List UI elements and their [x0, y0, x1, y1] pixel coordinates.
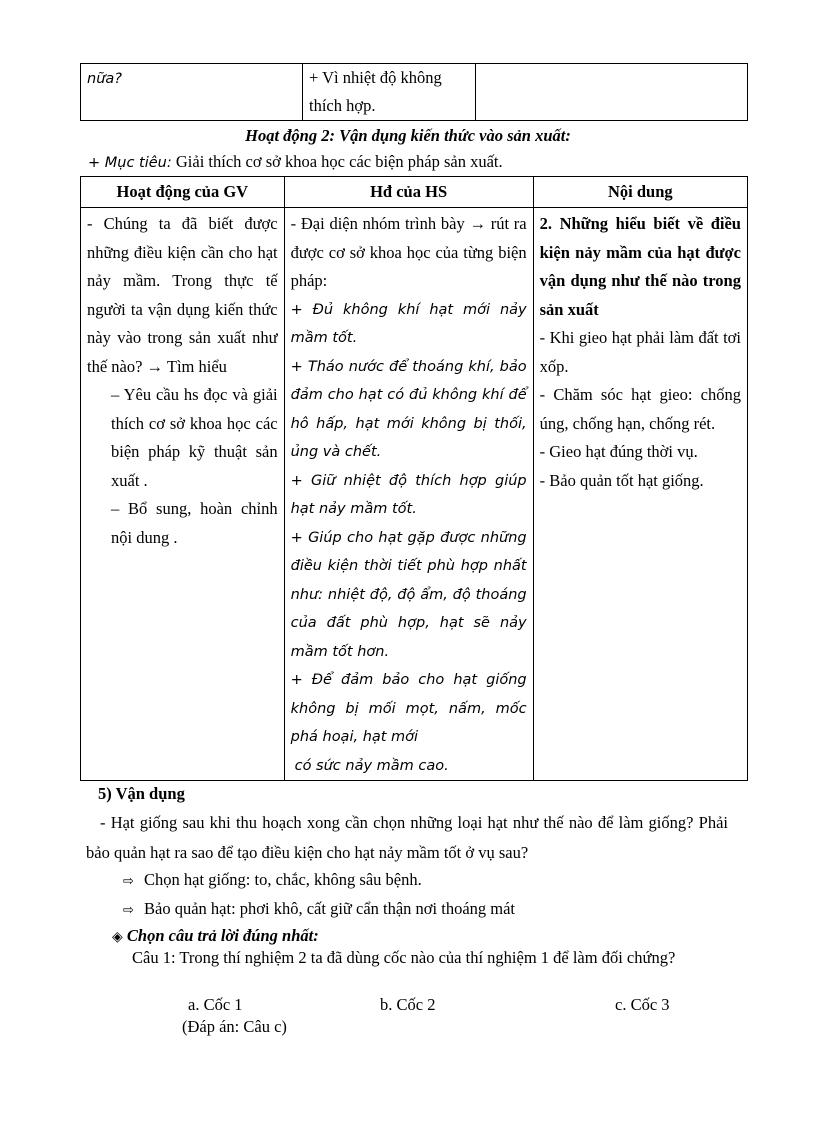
- cell-text: + Vì nhiệt độ không thích hợp.: [309, 68, 442, 115]
- option-b: b. Cốc 2: [380, 995, 436, 1014]
- section-title: 5) Vận dụng: [98, 784, 185, 803]
- choose-title-text: Chọn câu trả lời đúng nhất:: [126, 926, 319, 945]
- table-row: [81, 208, 748, 781]
- table-row: [81, 64, 748, 121]
- table-header-row: [81, 177, 748, 208]
- nd-heading: 2. Những hiểu biết về điều kiện nảy mầm của hạt được vận dụng như thế nào trong sản xuất: [539, 214, 741, 319]
- table-cell: [81, 64, 303, 121]
- hs-point-4: + Giúp cho hạt gặp được những điều kiện thời tiết phù hợp nhất như: nhiệt độ, độ ẩm, độ thoáng của đất phù hợp, hạt sẽ nảy mầm tốt hơn.: [290, 529, 527, 660]
- nd-line-1: - Khi gieo hạt phải làm đất tơi xốp.: [539, 328, 741, 376]
- cell-text: nữa?: [87, 71, 122, 87]
- hs-point-5: + Để đảm bảo cho hạt giống không bị mối mọt, nấm, mốc phá hoại, hạt mới: [290, 672, 527, 745]
- answer-key: (Đáp án: Câu c): [182, 1017, 287, 1036]
- option-a: a. Cốc 1: [188, 995, 243, 1014]
- activity-title: Hoạt động 2: Vận dụng kiến thức vào sản xuất:: [245, 126, 571, 145]
- header-hs: Hđ của HS: [284, 177, 533, 208]
- answer-1-text: Chọn hạt giống: to, chắc, không sâu bệnh.: [144, 870, 422, 889]
- answer-2-text: Bảo quản hạt: phơi khô, cất giữ cẩn thận nơi thoáng mát: [144, 899, 516, 918]
- activity-goal: [88, 150, 503, 175]
- goal-label: + Mục tiêu:: [88, 155, 172, 171]
- answer-1: [123, 868, 422, 894]
- hs-point-2: + Tháo nước để thoáng khí, bảo đảm cho hạt có đủ không khí để hô hấp, hạt mới không bị thối, ủng và chết.: [290, 358, 527, 460]
- hs-point-5-end: có sức nảy mầm cao.: [294, 757, 449, 774]
- answer-2: [123, 897, 515, 923]
- question-1: Câu 1: Trong thí nghiệm 2 ta đã dùng cốc nào của thí nghiệm 1 để làm đối chứng?: [132, 948, 676, 967]
- gv-item-1: – Yêu cầu hs đọc và giải thích cơ sở khoa học các biện pháp kỹ thuật sản xuất .: [111, 385, 278, 490]
- arrow-right-icon: ⇨: [123, 874, 134, 889]
- hs-point-3: + Giữ nhiệt độ thích hợp giúp hạt nảy mầm tốt.: [290, 472, 527, 517]
- header-nd: Nội dung: [533, 177, 747, 208]
- nd-line-3: - Gieo hạt đúng thời vụ.: [539, 442, 698, 461]
- hs-point-1: + Đủ không khí hạt mới nảy mầm tốt.: [290, 301, 527, 346]
- diamond-bullet-icon: ◈: [112, 929, 123, 945]
- hs-intro: - Đại diện nhóm trình bày → rút ra được cơ sở khoa học của từng biện pháp:: [290, 214, 527, 290]
- activity-table: [80, 176, 748, 781]
- gv-cell: [81, 208, 285, 781]
- section-question: - Hạt giống sau khi thu hoạch xong cần chọn những loại hạt như thế nào để làm giống? Phải bảo quản hạt ra sao để tạo điều kiện cho hạt nảy mầm tốt ở vụ sau?: [86, 813, 728, 862]
- arrow-right-icon: ⇨: [123, 903, 134, 918]
- choose-title: [112, 924, 319, 949]
- nd-line-4: - Bảo quản tốt hạt giống.: [539, 470, 704, 490]
- nd-cell: [533, 208, 747, 781]
- option-c: c. Cốc 3: [615, 995, 670, 1014]
- table-cell: [303, 64, 476, 121]
- header-gv: Hoạt động của GV: [81, 177, 285, 208]
- top-continuation-table: [80, 63, 748, 121]
- gv-item-2: – Bổ sung, hoàn chỉnh nội dung .: [111, 499, 278, 547]
- table-cell: [476, 64, 748, 121]
- gv-intro: - Chúng ta đã biết được những điều kiện cần cho hạt nảy mầm. Trong thực tế người ta vận dụng kiến thức này vào trong sản xuất như thế nào? → Tìm hiểu: [87, 214, 278, 376]
- nd-line-2: - Chăm sóc hạt gieo: chống úng, chống hạn, chống rét.: [539, 385, 741, 433]
- goal-text: Giải thích cơ sở khoa học các biện pháp sản xuất.: [171, 152, 503, 171]
- hs-cell: [284, 208, 533, 781]
